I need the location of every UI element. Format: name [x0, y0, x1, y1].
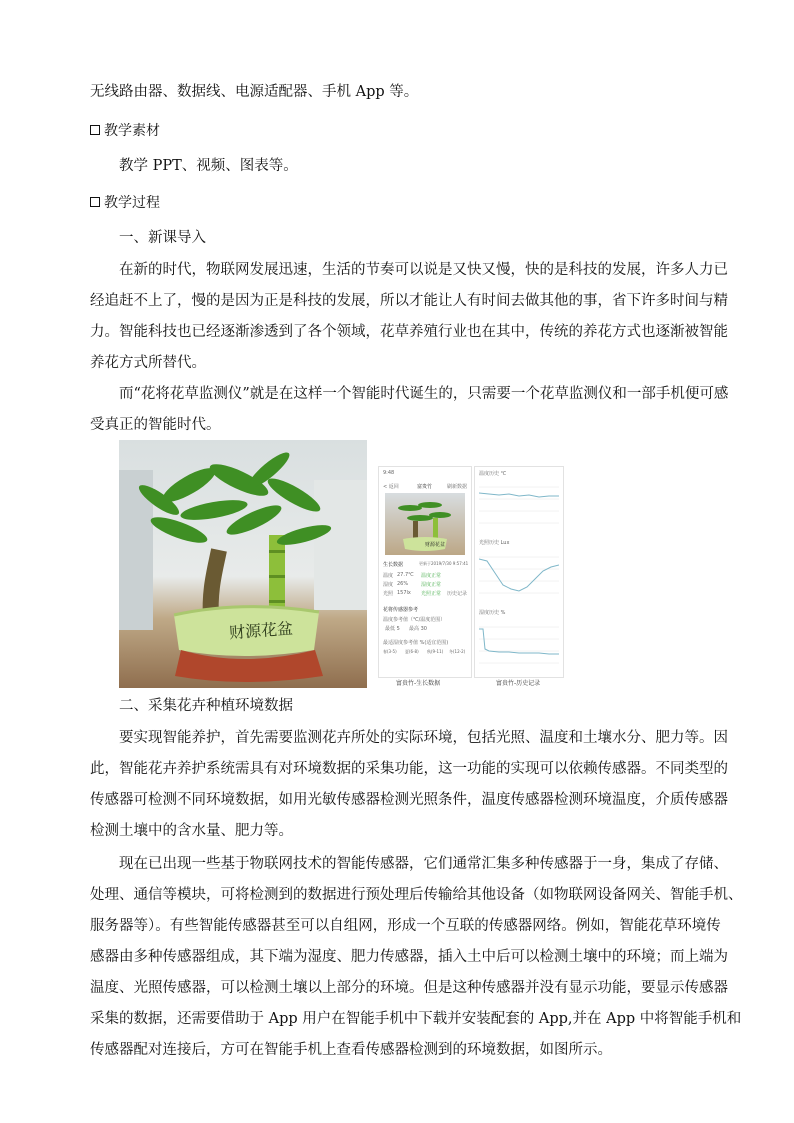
row-label: 温度: [383, 573, 394, 579]
row-label: 湿度: [383, 582, 394, 588]
temperature-history-chart: [479, 479, 559, 531]
row-status: 温度正常: [421, 573, 442, 579]
step1-title: 一、新课导入: [119, 230, 206, 246]
materials-tail-text: 无线路由器、数据线、电源适配器、手机 App 等。: [90, 84, 419, 100]
paragraph-line: 传感器可检测不同环境数据，如用光敏传感器检测光照条件，温度传感器检测环境温度，介质传感器: [90, 792, 728, 808]
history-link[interactable]: 历史记录: [447, 591, 468, 597]
paragraph-line: 在新的时代，物联网发展迅速，生活的节奏可以说是又快又慢，快的是科技的发展，许多人力已: [119, 262, 728, 278]
paragraph-line: 养花方式所替代。: [90, 355, 206, 371]
paragraph-line: 而“花将花草监测仪”就是在这样一个智能时代诞生的，只需要一个花草监测仪和一部手机便可感: [119, 386, 729, 402]
section-heading-text: 教学过程: [104, 195, 160, 211]
row-status: 湿度正常: [421, 582, 442, 588]
season-label: 春(3-5): [383, 649, 397, 654]
season-label: 秋(9-11): [427, 649, 444, 654]
paragraph-line: 经追赶不上了，慢的是因为正是科技的发展，所以才能让人有时间去做其他的事，省下许多时间与精: [90, 293, 728, 309]
paragraph-line: 受真正的智能时代。: [90, 417, 221, 433]
pot-text: 财源花盆: [228, 618, 294, 643]
update-date: 更新于2019/7/30 9:57:41: [419, 561, 469, 566]
row-label: 光照: [383, 591, 394, 597]
season-label: 夏(6-8): [405, 649, 419, 654]
season-label: 冬(12-2): [449, 649, 466, 654]
app-screenshots: [378, 466, 562, 686]
screen-title: 富贵竹: [417, 484, 433, 490]
chart-title: 湿度历史 %: [479, 610, 506, 616]
checkbox-bullet-icon: [90, 197, 100, 207]
paragraph-line: 传感器配对连接后，方可在智能手机上查看传感器检测到的环境数据，如图所示。: [90, 1042, 612, 1058]
row-value: 157lx: [397, 590, 411, 596]
thumbnail-pot-text: 财源花盆: [425, 542, 446, 548]
back-link[interactable]: < 返回: [383, 484, 399, 490]
chart-title: 温度历史 ℃: [479, 471, 507, 477]
caption-history: 富贵竹-历史记录: [496, 680, 541, 687]
chart-title: 光照历史 Lux: [479, 540, 510, 546]
light-history-chart: [479, 549, 559, 601]
row-value: 26%: [397, 581, 409, 587]
app-screen-growth-data: [378, 466, 472, 678]
paragraph-line: 采集的数据，还需要借助于 App 用户在智能手机中下载并安装配套的 App,并在 App 中将智能手机和: [90, 1011, 742, 1027]
checkbox-bullet-icon: [90, 125, 100, 135]
temp-high: 最高 30: [409, 626, 427, 632]
section-heading-resources: [90, 122, 704, 141]
plant-photo: [119, 440, 367, 688]
paragraph-line: 要实现智能养护，首先需要监测花卉所处的实际环境，包括光照、温度和土壤水分、肥力等。因: [119, 730, 728, 746]
paragraph-line: 感器由多种传感器组成，其下端为湿度、肥力传感器，插入土中后可以检测土壤中的环境；而上端为: [90, 949, 728, 965]
reference-title: 花将传感器参考: [383, 607, 419, 613]
humidity-reference: 最适湿度参考值 %(适宜范围): [383, 640, 449, 646]
plant-illustration: [119, 440, 367, 688]
caption-growth: 富贵竹-生长数据: [396, 680, 441, 687]
row-value: 27.7℃: [397, 572, 414, 578]
humidity-history-chart: [479, 619, 559, 671]
temp-low: 最低 5: [385, 626, 400, 632]
growth-section-title: 生长数据: [383, 562, 404, 568]
paragraph-line: 处理、通信等模块，可将检测到的数据进行预处理后传输给其他设备（如物联网设备网关、智能手机、: [90, 887, 743, 903]
section-heading-process: [90, 194, 704, 213]
temp-reference: 温度参考值（℃/温度范围）: [383, 617, 446, 623]
resources-text: 教学 PPT、视频、图表等。: [119, 158, 298, 174]
paragraph-line: 服务器等）。有些智能传感器甚至可以自组网，形成一个互联的传感器网络。例如，智能花草环境传: [90, 918, 721, 934]
paragraph-line: 力。智能科技也已经逐渐渗透到了各个领域，花草养殖行业也在其中，传统的养花方式也逐渐被智能: [90, 324, 728, 340]
paragraph-line: 此，智能花卉养护系统需具有对环境数据的采集功能，这一功能的实现可以依赖传感器。不同类型的: [90, 761, 728, 777]
paragraph-line: 检测土壤中的含水量、肥力等。: [90, 823, 293, 839]
paragraph-line: 现在已出现一些基于物联网技术的智能传感器，它们通常汇集多种传感器于一身，集成了存储、: [119, 856, 728, 872]
app-screen-history: [474, 466, 564, 678]
status-time: 9:48: [383, 470, 395, 476]
step2-title: 二、采集花卉种植环境数据: [119, 698, 293, 714]
thumbnail-photo: [385, 493, 465, 555]
paragraph-line: 温度、光照传感器，可以检测土壤以上部分的环境。但是这种传感器并没有显示功能，要显示传感器: [90, 980, 728, 996]
refresh-button[interactable]: 刷新数据: [447, 484, 468, 490]
row-status: 光照正常: [421, 591, 442, 597]
section-heading-text: 教学素材: [104, 123, 160, 139]
